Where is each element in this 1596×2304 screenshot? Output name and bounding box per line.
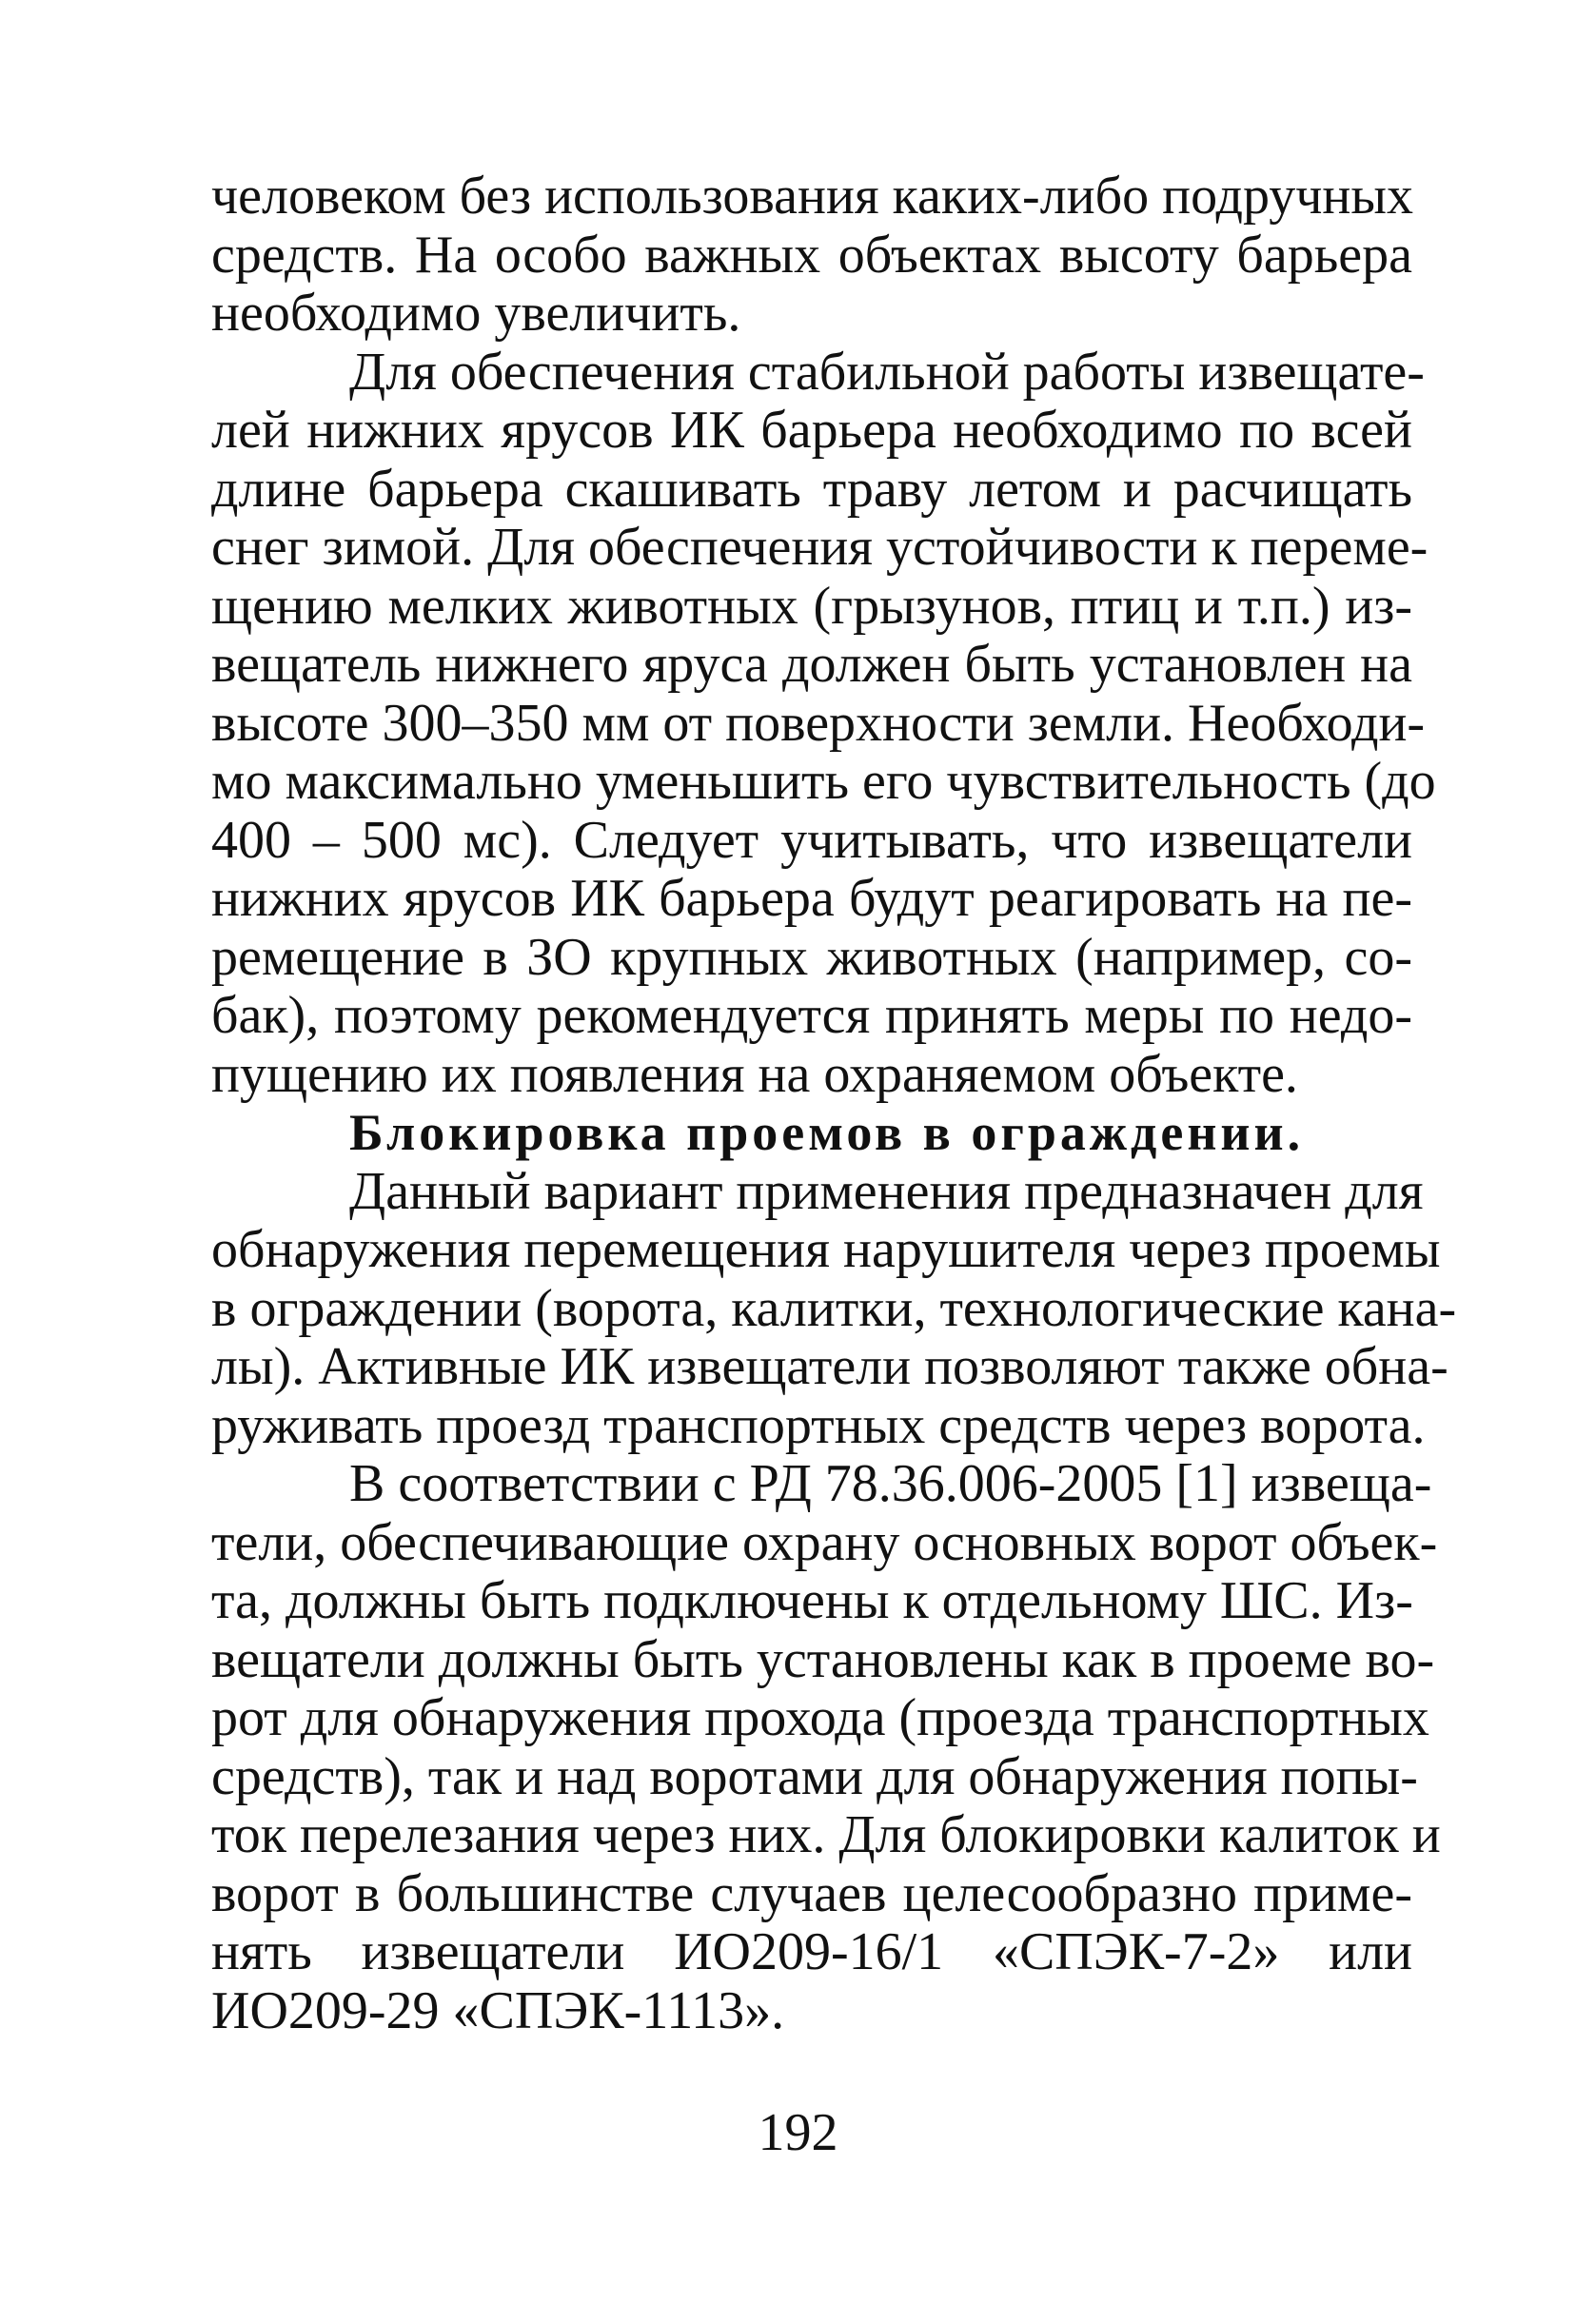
text-line: ток перелезания через них. Для блокировки калиток и [211,1805,1441,1864]
text-line: лей нижних ярусов ИК барьера необходимо по всей [211,401,1412,460]
text-line: ворот в большинстве случаев целесообразно приме- [211,1863,1412,1923]
text-line: обнаружения перемещения нарушителя через проемы [211,1220,1441,1279]
text-line: вещатель нижнего яруса должен быть установлен на [211,635,1412,694]
text-line: В соответствии с РД 78.36.006-2005 [1] извеща- [349,1454,1432,1513]
text-line: рот для обнаружения прохода (проезда транспортных [211,1688,1429,1747]
paragraph-1 [211,167,1412,344]
text-line: мо максимально уменьшить его чувствительность (до [211,752,1436,811]
text-line: тели, обеспечивающие охрану основных ворот объек- [211,1512,1438,1572]
text-line: нять извещатели ИО209-16/1 «СПЭК-7-2» или [211,1922,1412,1981]
paragraph-4 [211,1454,1441,2040]
section-heading: Блокировка проемов в ограждении. [349,1104,1305,1161]
paragraph-2 [211,342,1436,1105]
text-line: Для обеспечения стабильной работы извещате- [349,342,1425,402]
text-line: руживать проезд транспортных средств через ворота. [211,1395,1426,1455]
text-line: пущению их появления на охраняемом объекте. [211,1044,1298,1104]
text-line: в ограждении (ворота, калитки, технологические кана- [211,1278,1457,1338]
text-line: ИО209-29 «СПЭК-1113». [211,1980,785,2040]
text-line: человеком без использования каких-либо подручных [211,167,1413,226]
text-line: снег зимой. Для обеспечения устойчивости к переме- [211,518,1429,577]
text-line: высоте 300–350 мм от поверхности земли. Необходи- [211,693,1426,753]
paragraph-3 [211,1161,1457,1456]
text-line: вещатели должны быть установлены как в проеме во- [211,1629,1435,1689]
text-line: щению мелких животных (грызунов, птиц и т.п.) из- [211,576,1412,636]
text-line: бак), поэтому рекомендуется принять меры по недо- [211,986,1412,1045]
text-line: средств), так и над воротами для обнаружения попы- [211,1746,1418,1806]
text-line: ремещение в ЗО крупных животных (например, со- [211,927,1412,987]
text-line: лы). Активные ИК извещатели позволяют также обна- [211,1337,1448,1396]
text-line: нижних ярусов ИК барьера будут реагировать на пе- [211,869,1412,928]
text-line: Данный вариант применения предназначен для [349,1161,1424,1221]
text-line: длине барьера скашивать траву летом и расчищать [211,459,1412,519]
text-block [211,167,1457,2040]
page-number: 192 [758,2103,838,2162]
text-line: 400 – 500 мс). Следует учитывать, что извещатели [211,810,1412,870]
text-line: средств. На особо важных объектах высоту барьера [211,225,1412,285]
text-line: та, должны быть подключены к отдельному ШС. Из- [211,1571,1413,1630]
text-line: необходимо увеличить. [211,284,741,343]
